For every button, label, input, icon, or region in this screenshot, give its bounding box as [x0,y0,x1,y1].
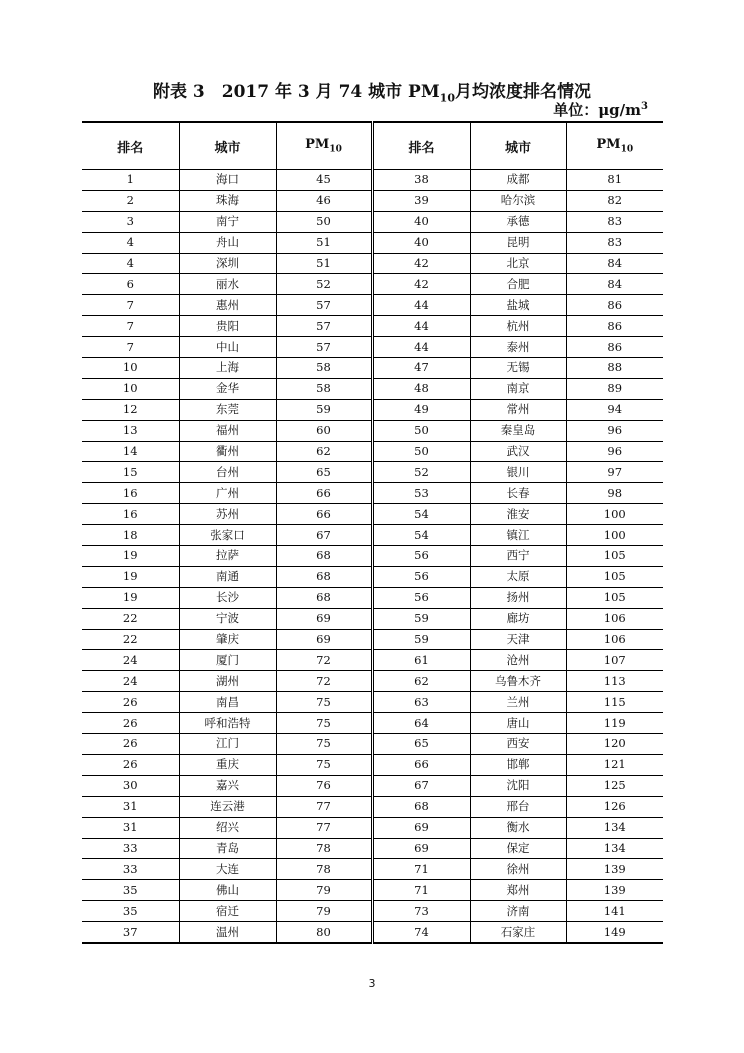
city-cell-2: 承德 [470,211,566,232]
table-row [82,650,663,671]
rank-cell-2: 73 [372,901,470,922]
table-row [82,358,663,379]
city-cell: 中山 [179,337,276,358]
pm10-cell-2: 107 [566,650,663,671]
pm10-cell: 45 [276,170,372,191]
pm10-cell: 78 [276,838,372,859]
city-cell: 苏州 [179,504,276,525]
city-cell-2: 长春 [470,483,566,504]
rank-cell: 26 [82,692,179,713]
title-text-suffix: 月均浓度排名情况 [454,82,591,102]
city-cell: 衢州 [179,441,276,462]
rank-cell: 31 [82,796,179,817]
city-cell-2: 泰州 [470,337,566,358]
ranking-table [82,121,663,944]
city-cell: 宿迁 [179,901,276,922]
city-cell-2: 哈尔滨 [470,190,566,211]
city-cell-2: 成都 [470,170,566,191]
table-row [82,441,663,462]
city-cell-2: 邯郸 [470,754,566,775]
rank-cell-2: 40 [372,232,470,253]
header-rank: 排名 [82,122,179,170]
pm10-cell: 52 [276,274,372,295]
table-row [82,587,663,608]
city-cell-2: 沈阳 [470,775,566,796]
pm10-cell: 79 [276,880,372,901]
city-cell: 连云港 [179,796,276,817]
pm10-cell: 60 [276,420,372,441]
pm10-cell-2: 86 [566,316,663,337]
pm10-cell-2: 83 [566,211,663,232]
city-cell-2: 杭州 [470,316,566,337]
rank-cell-2: 42 [372,253,470,274]
unit-superscript: 3 [641,101,648,112]
pm10-cell-2: 134 [566,817,663,838]
rank-cell-2: 54 [372,525,470,546]
city-cell: 佛山 [179,880,276,901]
city-cell-2: 镇江 [470,525,566,546]
rank-cell: 24 [82,650,179,671]
table-row [82,462,663,483]
pm10-cell-2: 97 [566,462,663,483]
table-row [82,232,663,253]
header-pm10 [276,122,372,170]
rank-cell-2: 49 [372,399,470,420]
pm10-cell: 57 [276,316,372,337]
rank-cell-2: 69 [372,838,470,859]
rank-cell-2: 39 [372,190,470,211]
rank-cell-2: 71 [372,859,470,880]
city-cell: 湖州 [179,671,276,692]
rank-cell: 4 [82,253,179,274]
pm10-cell: 58 [276,378,372,399]
pm10-cell: 51 [276,253,372,274]
rank-cell-2: 59 [372,608,470,629]
pm10-cell-2: 98 [566,483,663,504]
rank-cell-2: 66 [372,754,470,775]
table-row [82,796,663,817]
city-cell-2: 扬州 [470,587,566,608]
table-body [82,170,663,943]
table-row [82,566,663,587]
rank-cell-2: 44 [372,295,470,316]
rank-cell: 12 [82,399,179,420]
table-row [82,483,663,504]
rank-cell: 18 [82,525,179,546]
pm10-cell: 59 [276,399,372,420]
pm10-cell: 58 [276,358,372,379]
rank-cell: 35 [82,901,179,922]
rank-cell-2: 61 [372,650,470,671]
pm10-cell-2: 106 [566,629,663,650]
city-cell-2: 合肥 [470,274,566,295]
rank-cell: 16 [82,504,179,525]
table-row [82,608,663,629]
rank-cell-2: 68 [372,796,470,817]
pm10-cell: 75 [276,754,372,775]
city-cell-2: 兰州 [470,692,566,713]
pm10-cell: 77 [276,796,372,817]
pm10-cell: 65 [276,462,372,483]
pm10-cell-2: 119 [566,713,663,734]
city-cell: 长沙 [179,587,276,608]
table-row [82,295,663,316]
pm10-cell-2: 82 [566,190,663,211]
rank-cell: 31 [82,817,179,838]
header-pm10-2 [566,122,663,170]
city-cell: 张家口 [179,525,276,546]
table-row [82,922,663,943]
city-cell: 江门 [179,734,276,755]
city-cell-2: 沧州 [470,650,566,671]
header-row [82,122,663,170]
city-cell: 肇庆 [179,629,276,650]
city-cell: 青岛 [179,838,276,859]
city-cell-2: 郑州 [470,880,566,901]
rank-cell: 33 [82,859,179,880]
rank-cell: 15 [82,462,179,483]
rank-cell: 35 [82,880,179,901]
rank-cell-2: 38 [372,170,470,191]
city-cell-2: 西宁 [470,546,566,567]
page-number: 3 [368,977,376,990]
pm10-cell: 66 [276,504,372,525]
table-row [82,504,663,525]
city-cell: 广州 [179,483,276,504]
rank-cell: 26 [82,713,179,734]
city-cell-2: 银川 [470,462,566,483]
table-row [82,692,663,713]
city-cell-2: 石家庄 [470,922,566,943]
city-cell: 南通 [179,566,276,587]
rank-cell-2: 48 [372,378,470,399]
unit-label [553,99,648,120]
pm10-cell-2: 96 [566,420,663,441]
pm10-cell-2: 113 [566,671,663,692]
table-row [82,170,663,191]
rank-cell-2: 54 [372,504,470,525]
pm10-cell-2: 84 [566,253,663,274]
pm10-cell-2: 100 [566,504,663,525]
city-cell-2: 邢台 [470,796,566,817]
rank-cell: 19 [82,566,179,587]
header-pm-subscript-2: 10 [620,144,634,155]
city-cell: 金华 [179,378,276,399]
table-row [82,211,663,232]
city-cell-2: 唐山 [470,713,566,734]
city-cell-2: 常州 [470,399,566,420]
table-row [82,629,663,650]
city-cell: 嘉兴 [179,775,276,796]
pm10-cell-2: 94 [566,399,663,420]
city-cell: 福州 [179,420,276,441]
pm10-cell: 75 [276,734,372,755]
city-cell-2: 乌鲁木齐 [470,671,566,692]
rank-cell-2: 44 [372,316,470,337]
rank-cell: 37 [82,922,179,943]
city-cell: 珠海 [179,190,276,211]
pm10-cell-2: 115 [566,692,663,713]
rank-cell-2: 50 [372,420,470,441]
rank-cell: 1 [126,172,134,187]
city-cell: 重庆 [179,754,276,775]
city-cell: 东莞 [179,399,276,420]
pm10-cell: 51 [276,232,372,253]
table-row [82,713,663,734]
rank-cell: 3 [82,211,179,232]
city-cell-2: 衡水 [470,817,566,838]
rank-cell: 10 [82,358,179,379]
rank-cell: 26 [82,734,179,755]
city-cell: 厦门 [179,650,276,671]
rank-cell-2: 44 [372,337,470,358]
title-subscript: 10 [439,91,455,105]
pm10-cell-2: 105 [566,546,663,567]
table-row [82,901,663,922]
rank-cell-2: 67 [372,775,470,796]
table-row [82,420,663,441]
city-cell-2: 廊坊 [470,608,566,629]
city-cell-2: 秦皇岛 [470,420,566,441]
rank-cell-2: 64 [372,713,470,734]
rank-cell-2: 42 [372,274,470,295]
pm10-cell: 75 [276,713,372,734]
city-cell: 深圳 [179,253,276,274]
city-cell: 贵阳 [179,316,276,337]
city-cell: 温州 [179,922,276,943]
table-row [82,253,663,274]
pm10-cell: 57 [276,295,372,316]
city-cell-2: 南京 [470,378,566,399]
pm10-cell-2: 126 [566,796,663,817]
pm10-cell: 78 [276,859,372,880]
rank-cell-2: 74 [372,922,470,943]
pm10-cell: 62 [276,441,372,462]
rank-cell: 6 [82,274,179,295]
rank-cell: 26 [82,754,179,775]
table-row [82,838,663,859]
pm10-cell: 67 [276,525,372,546]
city-cell: 绍兴 [179,817,276,838]
table-row [82,378,663,399]
city-cell: 大连 [179,859,276,880]
rank-cell: 19 [82,587,179,608]
table-row [82,399,663,420]
title-text: 附表 3 2017 年 3 月 74 城市 PM [153,82,440,102]
rank-cell-2: 71 [372,880,470,901]
table-row [82,859,663,880]
city-cell: 上海 [179,358,276,379]
city-cell: 拉萨 [179,546,276,567]
table-row [82,546,663,567]
pm10-cell-2: 100 [566,525,663,546]
pm10-cell: 68 [276,546,372,567]
city-cell: 惠州 [179,295,276,316]
rank-cell: 7 [82,316,179,337]
city-cell-2: 武汉 [470,441,566,462]
rank-cell: 14 [82,441,179,462]
city-cell: 宁波 [179,608,276,629]
city-cell: 丽水 [179,274,276,295]
pm10-cell: 76 [276,775,372,796]
table-row [82,775,663,796]
pm10-cell-2: 105 [566,587,663,608]
city-cell: 海口 [179,170,276,191]
header-pm-text-2: PM [596,137,621,153]
pm10-cell-2: 89 [566,378,663,399]
pm10-cell-2: 81 [566,170,663,191]
pm10-cell-2: 84 [566,274,663,295]
pm10-cell: 72 [276,671,372,692]
pm10-cell-2: 139 [566,880,663,901]
rank-cell: 4 [82,232,179,253]
pm10-cell: 50 [276,211,372,232]
rank-cell: 10 [82,378,179,399]
pm10-cell: 69 [276,608,372,629]
city-cell-2: 太原 [470,566,566,587]
pm10-cell-2: 106 [566,608,663,629]
pm10-cell: 80 [276,922,372,943]
rank-cell: 19 [82,546,179,567]
pm10-cell-2: 121 [566,754,663,775]
pm10-cell-2: 141 [566,901,663,922]
table-row [82,274,663,295]
city-cell-2: 天津 [470,629,566,650]
table-row [82,190,663,211]
city-cell: 舟山 [179,232,276,253]
rank-cell: 33 [82,838,179,859]
unit-text: 单位：μg/m [553,101,642,119]
table-row [82,337,663,358]
rank-cell-2: 65 [372,734,470,755]
pm10-cell: 46 [276,190,372,211]
pm10-cell: 66 [276,483,372,504]
rank-cell: 2 [82,190,179,211]
rank-cell-2: 62 [372,671,470,692]
rank-cell-2: 40 [372,211,470,232]
pm10-cell-2: 96 [566,441,663,462]
rank-cell-2: 53 [372,483,470,504]
city-cell: 台州 [179,462,276,483]
header-city-2: 城市 [470,122,566,170]
table-row [82,817,663,838]
rank-cell-2: 59 [372,629,470,650]
rank-cell: 22 [82,608,179,629]
city-cell-2: 西安 [470,734,566,755]
rank-cell-2: 47 [372,358,470,379]
city-cell-2: 济南 [470,901,566,922]
rank-cell-2: 69 [372,817,470,838]
city-cell: 呼和浩特 [179,713,276,734]
city-cell: 南昌 [179,692,276,713]
table-row [82,754,663,775]
city-cell: 南宁 [179,211,276,232]
rank-cell-2: 50 [372,441,470,462]
pm10-cell: 68 [276,566,372,587]
pm10-cell: 69 [276,629,372,650]
pm10-cell-2: 86 [566,295,663,316]
rank-cell-2: 63 [372,692,470,713]
rank-cell: 22 [82,629,179,650]
city-cell-2: 昆明 [470,232,566,253]
city-cell-2: 北京 [470,253,566,274]
rank-cell: 16 [82,483,179,504]
rank-cell-2: 56 [372,566,470,587]
rank-cell: 30 [82,775,179,796]
pm10-cell-2: 120 [566,734,663,755]
rank-cell: 7 [82,295,179,316]
pm10-cell: 75 [276,692,372,713]
pm10-cell-2: 134 [566,838,663,859]
pm10-cell: 57 [276,337,372,358]
pm10-cell-2: 83 [566,232,663,253]
header-pm-text: PM [305,137,330,153]
header-pm-subscript: 10 [329,144,342,155]
pm10-cell-2: 105 [566,566,663,587]
rank-cell: 7 [82,337,179,358]
pm10-cell: 79 [276,901,372,922]
header-city: 城市 [179,122,276,170]
table-row [82,671,663,692]
rank-cell-2: 56 [372,587,470,608]
header-rank-2: 排名 [372,122,470,170]
city-cell-2: 保定 [470,838,566,859]
rank-cell: 24 [82,671,179,692]
rank-cell-2: 56 [372,546,470,567]
pm10-cell: 77 [276,817,372,838]
pm10-cell-2: 86 [566,337,663,358]
pm10-cell: 68 [276,587,372,608]
table-row [82,734,663,755]
pm10-cell-2: 139 [566,859,663,880]
pm10-cell-2: 125 [566,775,663,796]
table-row [82,880,663,901]
pm10-cell: 72 [276,650,372,671]
table-row [82,316,663,337]
pm10-cell-2: 88 [566,358,663,379]
rank-cell-2: 52 [372,462,470,483]
pm10-cell-2: 149 [566,922,663,943]
city-cell-2: 盐城 [470,295,566,316]
city-cell-2: 无锡 [470,358,566,379]
table-row [82,525,663,546]
city-cell-2: 淮安 [470,504,566,525]
rank-cell: 13 [82,420,179,441]
city-cell-2: 徐州 [470,859,566,880]
